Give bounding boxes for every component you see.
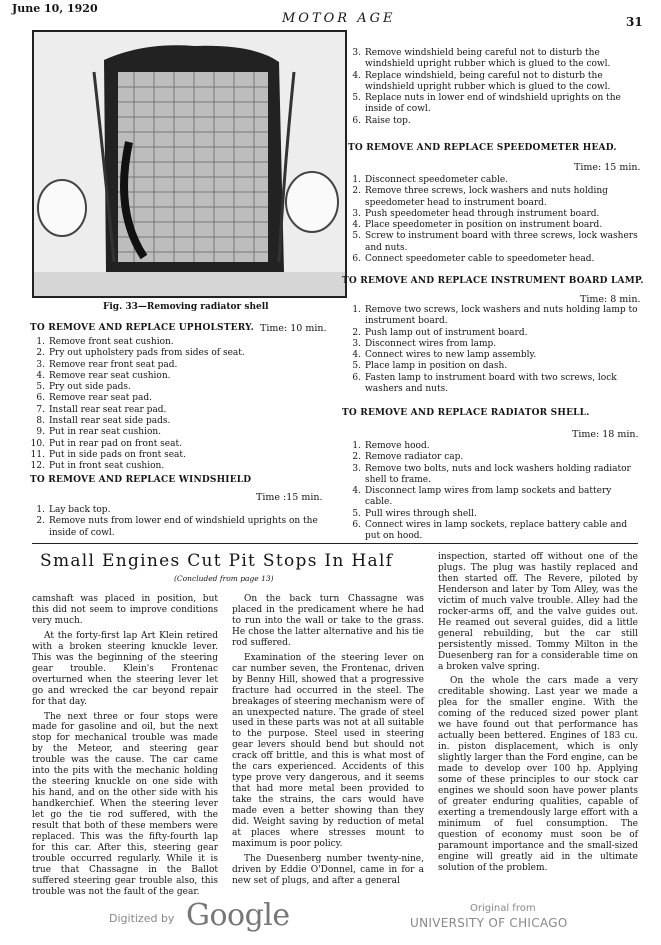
step-text: Put in front seat cushion. [49, 461, 165, 472]
step-text: Remove rear seat pad. [49, 393, 153, 404]
upholstery-steps [30, 337, 330, 473]
instrument-lamp-steps [346, 305, 638, 395]
step-item [346, 520, 638, 543]
radiator-figure [32, 30, 347, 298]
upholstery-time: Time: 10 min. [260, 323, 327, 334]
step-number: 6. [352, 520, 361, 531]
step-text: Put in rear pad on front seat. [49, 438, 182, 449]
step-number: 5. [352, 508, 361, 519]
step-text: Push speedometer head through instrument board. [365, 208, 600, 219]
article-paragraph: On the back turn Chassagne was placed in the predicament where he had to run into the wall or take to the grass. He chose the latter alternative and his tie rod suffered. [232, 594, 424, 648]
step-item [30, 337, 330, 348]
step-text: Remove rear seat cushion. [49, 370, 171, 381]
step-item [30, 405, 330, 416]
step-text: Screw to instrument board with three screws, lock washers and nuts. [365, 231, 638, 253]
page-date: June 10, 1920 [12, 2, 98, 15]
step-item [346, 186, 638, 209]
step-number: 11. [30, 449, 45, 460]
step-item [346, 209, 638, 220]
step-text: Pry out upholstery pads from sides of seat. [49, 348, 245, 359]
step-item [346, 116, 638, 127]
step-item [346, 71, 638, 94]
step-text: Remove windshield being careful not to disturb the windshield upright rubber which is glued to the cowl. [365, 48, 611, 70]
step-number: 6. [352, 115, 361, 126]
step-item [346, 93, 638, 116]
speedometer-steps [346, 175, 638, 265]
step-item [30, 516, 330, 539]
step-text: Disconnect wires from lamp. [365, 338, 497, 349]
step-number: 2. [352, 186, 361, 197]
step-number: 4. [352, 220, 361, 231]
step-item [30, 393, 330, 404]
step-item [346, 361, 638, 372]
step-number: 1. [36, 337, 45, 347]
section-divider [32, 543, 638, 544]
step-text: Disconnect lamp wires from lamp sockets and battery cable. [365, 486, 612, 508]
left-headlamp [38, 180, 86, 236]
step-item [30, 416, 330, 427]
article-paragraph: inspection, started off without one of the plugs. The plug was hastily replaced and then started off. The Revere, piloted by Henderson and later by Tom Alley, was the victim of much valve trouble. Alley had the rocker-arms off, and the valve guides out. He reamed out several guides, did a little general rebuilding, but the car still persistently missed. Tommy Milton in the Duesenberg ran for a considerable time on a broken valve spring. [438, 552, 638, 672]
step-number: 9. [36, 427, 45, 438]
step-text: Lay back top. [49, 505, 111, 515]
step-number: 2. [36, 516, 45, 527]
digitized-by-label: Digitized by [109, 912, 175, 925]
step-number: 3. [36, 359, 45, 370]
step-number: 3. [352, 48, 361, 58]
step-item [30, 461, 330, 472]
step-item [346, 328, 638, 339]
radiator-shell-time: Time: 18 min. [572, 429, 639, 440]
step-number: 6. [352, 254, 361, 265]
article-title: Small Engines Cut Pit Stops In Half [40, 551, 394, 571]
article-paragraph: The next three or four stops were made for gasoline and oil, but the next stop for mechanical trouble was made by the Meteor, and steering gear trouble was the cause. The car came into the pits with the mechanic holding the steering knuckle on one side with his hand, and on the other side with his handkerchief. When the steering lever let go the tie rod suffered, with the result that both of these members were replaced. This was the fifty-fourth lap for this car. After this, steering gear trouble occurred regularly. While it is true that Chassagne in the Ballot suffered steering gear trouble also, this trouble was not the fault of the gear. [32, 711, 218, 897]
step-text: Install rear seat side pads. [49, 416, 171, 427]
step-text: Remove two screws, lock washers and nuts holding lamp to instrument board. [365, 305, 638, 327]
step-item [346, 220, 638, 231]
step-item [346, 486, 638, 509]
step-text: Raise top. [365, 115, 411, 126]
step-item [346, 509, 638, 520]
step-number: 5. [36, 382, 45, 393]
step-text: Replace nuts in lower end of windshield uprights on the inside of cowl. [365, 93, 621, 115]
step-item [30, 439, 330, 450]
step-text: Connect wires to new lamp assembly. [365, 350, 537, 361]
speedometer-time: Time: 15 min. [574, 162, 641, 173]
step-item [346, 231, 638, 254]
university-label: UNIVERSITY OF CHICAGO [410, 916, 568, 930]
step-number: 5. [352, 93, 361, 104]
step-number: 3. [352, 463, 361, 474]
step-text: Remove nuts from lower end of windshield uprights on the inside of cowl. [49, 516, 318, 538]
article-paragraph: On the whole the cars made a very creditable showing. Last year we made a plea for the smaller engine. With the coming of the reduced sized power plant we have found out that performance has actually been bettered. Engines of 183 cu. in. piston displacement, which is only slightly larger than the Ford engine, can be made to develop over 100 hp. Applying some of these principles to our stock car engines we should soon have power plants of greater enduring qualities, capable of exerting a tremendously large effort with a minimum of fuel consumption. The question of economy must soon be of paramount importance and the small-sized engine will greatly aid in the ultimate solution of the problem. [438, 676, 638, 873]
step-number: 4. [36, 370, 45, 381]
step-item [30, 505, 330, 516]
article-column-3 [438, 552, 638, 874]
step-item [346, 350, 638, 361]
step-item [346, 175, 638, 186]
article-column-1 [32, 594, 218, 898]
speedometer-heading: TO REMOVE AND REPLACE SPEEDOMETER HEAD. [348, 143, 617, 153]
step-text: Fasten lamp to instrument board with two screws, lock washers and nuts. [365, 372, 617, 395]
original-from-label: Original from [470, 903, 536, 914]
step-text: Place lamp in position on dash. [365, 361, 508, 372]
step-number: 4. [352, 350, 361, 361]
step-item [30, 371, 330, 382]
step-number: 1. [352, 305, 361, 315]
step-item [30, 348, 330, 359]
step-text: Remove front seat cushion. [49, 337, 174, 347]
step-item [30, 450, 330, 461]
step-number: 3. [352, 338, 361, 349]
windshield-heading: TO REMOVE AND REPLACE WINDSHIELD [30, 475, 252, 485]
step-number: 1. [36, 505, 45, 515]
step-number: 12. [30, 461, 45, 472]
step-item [346, 452, 638, 463]
step-text: Remove radiator cap. [365, 452, 464, 463]
step-item [346, 339, 638, 350]
step-text: Put in side pads on front seat. [49, 449, 186, 460]
step-number: 4. [352, 70, 361, 81]
step-text: Push lamp out of instrument board. [365, 327, 528, 338]
step-text: Disconnect speedometer cable. [365, 175, 509, 185]
step-text: Pull wires through shell. [365, 508, 477, 519]
page-number: 31 [626, 15, 643, 29]
step-text: Remove two bolts, nuts and lock washers holding radiator shell to frame. [365, 463, 631, 485]
step-number: 3. [352, 208, 361, 219]
step-item [346, 373, 638, 396]
step-number: 7. [36, 404, 45, 415]
step-text: Remove rear front seat pad. [49, 359, 178, 370]
step-number: 2. [352, 327, 361, 338]
step-text: Place speedometer in position on instrument board. [365, 220, 603, 231]
step-text: Put in rear seat cushion. [49, 427, 162, 438]
windshield-time: Time :15 min. [256, 492, 323, 503]
step-text: Replace windshield, being careful not to disturb the windshield upright rubber which is glued to the cowl. [365, 70, 611, 92]
article-paragraph: Examination of the steering lever on car number seven, the Frontenac, driven by Benny Hill, showed that a progressive fracture had occurred in the steel. The breakages of steering mechanism were of an unexpected nature. The grade of steel used in these parts was not at all suitable to the purpose. Steel used in steering gear levers should bend but should not crack off brittle, and this is what most of the cars experienced. Accidents of this type prove very dangerous, and it seems that had more metal been provided to take the strains, the cars would have made even a better showing than they did. Weight saving by reduction of metal at places where stresses mount to maximum is poor policy. [232, 652, 424, 849]
instrument-lamp-heading: TO REMOVE AND REPLACE INSTRUMENT BOARD LAMP. [342, 276, 644, 286]
instrument-lamp-time: Time: 8 min. [580, 294, 641, 305]
windshield-steps [30, 505, 330, 539]
step-item [346, 441, 638, 452]
step-number: 2. [352, 452, 361, 463]
step-number: 1. [352, 175, 361, 185]
article-paragraph: camshaft was placed in position, but this did not seem to improve conditions very much. [32, 594, 218, 626]
step-number: 6. [36, 393, 45, 404]
article-column-2 [232, 594, 424, 887]
step-item [30, 382, 330, 393]
step-item [346, 254, 638, 265]
radiator-shell-steps [346, 441, 638, 543]
step-item [30, 360, 330, 371]
step-number: 4. [352, 486, 361, 497]
step-text: Install rear seat rear pad. [49, 404, 167, 415]
google-logo: Google [186, 898, 290, 933]
step-number: 5. [352, 231, 361, 242]
concluded-note: (Concluded from page 13) [174, 574, 274, 583]
step-number: 5. [352, 361, 361, 372]
step-item [30, 427, 330, 438]
article-paragraph: The Duesenberg number twenty-nine, driven by Eddie O'Donnel, came in for a new set of plugs, and after a general [232, 853, 424, 886]
radiator-shell-heading: TO REMOVE AND REPLACE RADIATOR SHELL. [342, 408, 590, 418]
step-number: 8. [36, 416, 45, 427]
step-text: Remove three screws, lock washers and nuts holding speedometer head to instrument board. [365, 186, 608, 208]
step-number: 2. [36, 348, 45, 359]
step-text: Connect wires in lamp sockets, replace battery cable and put on hood. [365, 520, 628, 542]
step-number: 1. [352, 441, 361, 451]
magazine-title: MOTOR AGE [282, 11, 396, 26]
step-number: 10. [30, 438, 45, 449]
right-headlamp [286, 172, 338, 232]
figure-caption: Fig. 33—Removing radiator shell [103, 302, 269, 312]
radiator-illustration [34, 32, 345, 296]
article-paragraph: At the forty-first lap Art Klein retired with a broken steering knuckle lever. This was the beginning of the steering gear trouble. Klein's Frontenac overturned when the steering lever let go and wrecked the car beyond repair for that day. [32, 630, 218, 707]
step-text: Remove hood. [365, 441, 430, 451]
upholstery-heading: TO REMOVE AND REPLACE UPHOLSTERY. [30, 323, 254, 333]
step-text: Pry out side pads. [49, 382, 131, 393]
windshield-steps-continued [346, 48, 638, 127]
step-item [346, 305, 638, 328]
step-number: 6. [352, 372, 361, 383]
step-text: Connect speedometer cable to speedometer head. [365, 254, 595, 265]
step-item [346, 48, 638, 71]
step-item [346, 464, 638, 487]
